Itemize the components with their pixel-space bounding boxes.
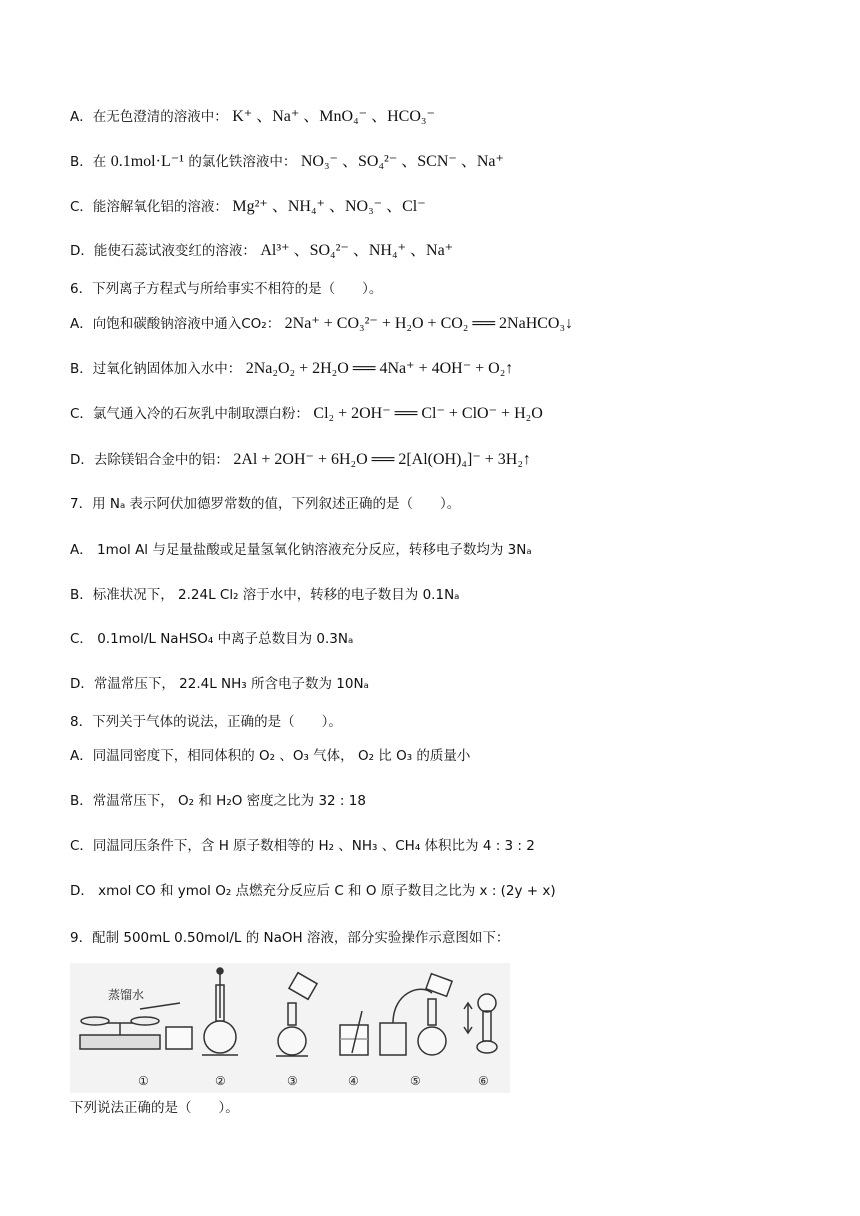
q5-option-d	[70, 241, 453, 261]
q6-option-d	[70, 450, 531, 470]
q5-option-a-formula: K⁺ 、Na⁺ 、MnO₄⁻ 、HCO₃⁻	[232, 108, 435, 125]
q6-stem	[70, 279, 382, 299]
q6-option-a-label: A．向饱和碳酸钠溶液中通入CO₂：	[70, 316, 281, 332]
q7-option-c	[70, 629, 353, 649]
step-label-4: ④	[348, 1074, 359, 1088]
q7-stem	[70, 494, 460, 514]
step-label-1: ①	[138, 1074, 149, 1088]
lab-procedure-figure	[70, 963, 510, 1093]
q8-option-c-text: C．同温同压条件下，含 H 原子数相等的 H₂ 、NH₃ 、CH₄ 体积比为 4 : 3 : 2	[70, 838, 535, 854]
shake-flask-illustration	[464, 994, 497, 1053]
q9-follow	[70, 1098, 239, 1118]
q9-stem-text: 9．配制 500mL 0.50mol/L 的 NaOH 溶液，部分实验操作示意图如下：	[70, 930, 510, 946]
q8-option-d	[70, 881, 556, 901]
q8-stem-text: 8．下列关于气体的说法，正确的是（ ）。	[70, 714, 342, 730]
q8-stem	[70, 712, 342, 732]
q6-option-d-equation: 2Al + 2OH⁻ + 6H₂O ══ 2[Al(OH)₄]⁻ + 3H₂↑	[233, 451, 531, 468]
q5-option-c-formula: Mg²⁺ 、NH₄⁺ 、NO₃⁻ 、Cl⁻	[232, 198, 426, 215]
q5-option-b-label: B．在	[70, 154, 107, 170]
q7-option-a-text: A． 1mol Al 与足量盐酸或足量氢氧化钠溶液充分反应，转移电子数均为 3Nₐ	[70, 542, 532, 558]
step-label-6: ⑥	[478, 1074, 489, 1088]
q7-option-b-text: B．标准状况下， 2.24L Cl₂ 溶于水中，转移的电子数目为 0.1Nₐ	[70, 587, 460, 603]
q7-stem-text: 7．用 Nₐ 表示阿伏加德罗常数的值，下列叙述正确的是（ ）。	[70, 496, 461, 512]
q5-option-c-label: C．能溶解氧化铝的溶液：	[70, 199, 228, 215]
q8-option-b-text: B．常温常压下， O₂ 和 H₂O 密度之比为 32 : 18	[70, 793, 366, 809]
step-label-2: ②	[215, 1074, 226, 1088]
q6-option-b-label: B．过氧化钠固体加入水中：	[70, 361, 242, 377]
q5-option-b-formula: NO₃⁻ 、SO₄²⁻ 、SCN⁻ 、Na⁺	[300, 153, 504, 170]
distilled-water-label: 蒸馏水	[108, 988, 145, 1002]
q6-option-a-equation: 2Na⁺ + CO₃²⁻ + H₂O + CO₂ ══ 2NaHCO₃↓	[284, 315, 574, 332]
q5-option-a	[70, 107, 435, 127]
q8-option-d-text: D． xmol CO 和 ymol O₂ 点燃充分反应后 C 和 O 原子数目之比为 x : (2y + x)	[70, 883, 556, 899]
q7-option-c-text: C． 0.1mol/L NaHSO₄ 中离子总数目为 0.3Nₐ	[70, 631, 354, 647]
wash-bottle-illustration	[380, 974, 452, 1055]
q6-option-a	[70, 314, 573, 334]
q9-follow-text: 下列说法正确的是（ ）。	[70, 1100, 239, 1116]
q7-option-d-text: D．常温常压下， 22.4L NH₃ 所含电子数为 10Nₐ	[70, 676, 369, 692]
q5-option-b-conc: 0.1mol·L⁻¹	[110, 153, 184, 170]
q6-option-c-label: C．氯气通入冷的石灰乳中制取漂白粉：	[70, 406, 309, 422]
q5-option-b	[70, 152, 504, 172]
beaker-illustration	[340, 1011, 368, 1055]
q5-option-b-label2: 的氯化铁溶液中：	[188, 154, 297, 170]
q5-option-c	[70, 197, 426, 217]
pour-flask-illustration	[276, 973, 317, 1056]
q7-option-a	[70, 540, 532, 560]
q6-stem-text: 6．下列离子方程式与所给事实不相符的是（ ）。	[70, 281, 383, 297]
q8-option-b	[70, 791, 366, 811]
q6-option-c	[70, 404, 543, 424]
q5-option-d-formula: Al³⁺ 、SO₄²⁻ 、NH₄⁺ 、Na⁺	[260, 242, 454, 259]
q6-option-c-equation: Cl₂ + 2OH⁻ ══ Cl⁻ + ClO⁻ + H₂O	[313, 405, 543, 422]
q8-option-a-text: A．同温同密度下，相同体积的 O₂ 、O₃ 气体， O₂ 比 O₃ 的质量小	[70, 748, 471, 764]
step-label-5: ⑤	[410, 1074, 421, 1088]
balance-illustration	[80, 1003, 192, 1049]
lab-procedure-svg	[70, 963, 510, 1093]
q5-option-a-label: A．在无色澄清的溶液中：	[70, 109, 228, 125]
q6-option-b	[70, 359, 513, 379]
q5-option-d-label: D．能使石蕊试液变红的溶液：	[70, 243, 256, 259]
volumetric-flask-illustration	[202, 968, 238, 1055]
q7-option-b	[70, 585, 459, 605]
q7-option-d	[70, 674, 369, 694]
q6-option-b-equation: 2Na₂O₂ + 2H₂O ══ 4Na⁺ + 4OH⁻ + O₂↑	[245, 360, 514, 377]
q8-option-c	[70, 836, 535, 856]
q6-option-d-label: D．去除镁铝合金中的铝：	[70, 452, 229, 468]
step-labels	[138, 1074, 489, 1088]
q8-option-a	[70, 746, 470, 766]
step-label-3: ③	[287, 1074, 298, 1088]
q9-stem	[70, 928, 509, 948]
